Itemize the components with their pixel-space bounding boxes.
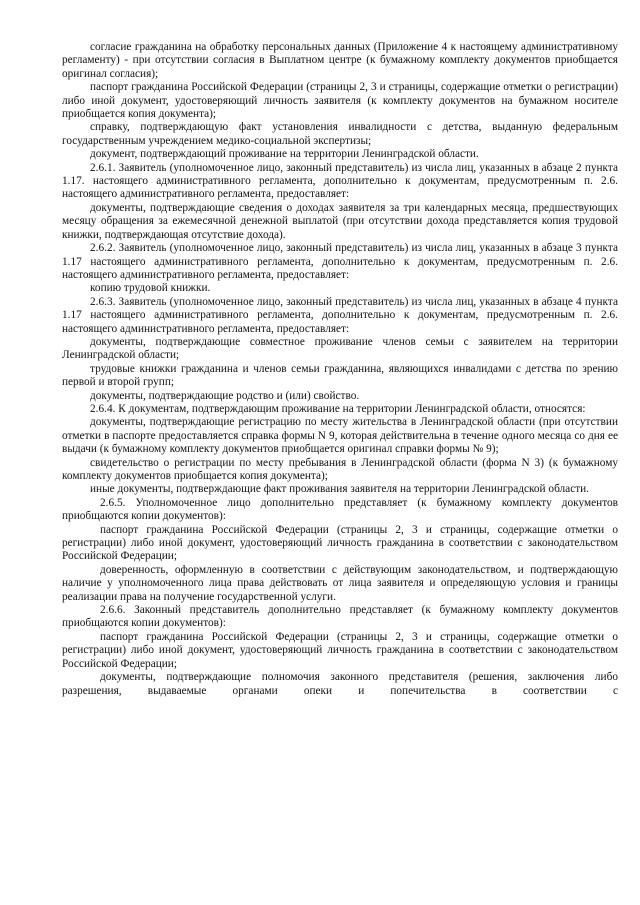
paragraph-power-of-attorney: доверенность, оформленную в соответствии с действующим законодательством, и подтверждающую наличие у уполномоченного лица права действовать от лица заявителя и определяющую условия и границы реализации права на получение государственной услуги. [62, 563, 618, 603]
paragraph-2-6-3: 2.6.3. Заявитель (уполномоченное лицо, законный представитель) из числа лиц, указанных в абзаце 4 пункта 1.17 настоящего административного регламента, дополнительно к документам, предусмотренным п. 2.6. настоящего административного регламента, предоставляет: [62, 295, 618, 335]
paragraph-cohabitation: документы, подтверждающие совместное проживание членов семьи с заявителем на территории Ленинградской области; [62, 335, 618, 362]
paragraph-2-6-2: 2.6.2. Заявитель (уполномоченное лицо, законный представитель) из числа лиц, указанных в абзаце 3 пункта 1.17 настоящего административного регламента, дополнительно к документам, предусмотренным п. 2.6. настоящего административного регламента, предоставляет: [62, 242, 618, 281]
paragraph-registration: документы, подтверждающие регистрацию по месту жительства в Ленинградской области (при отсутствии отметки в паспорте предоставляется справка формы N 9, которая действительна в течение одного месяца со дня ее выдачи (к бумажному комплекту документов приобщается оригинал справки формы № 9); [62, 416, 618, 456]
paragraph-employment-record: копию трудовой книжки. [90, 282, 211, 295]
paragraph-temporary-registration: свидетельство о регистрации по месту пребывания в Ленинградской области (форма N 3) (к бумажному комплекту документов приобщается копия документа); [62, 456, 618, 482]
paragraph-passport-representative: паспорт гражданина Российской Федерации (страницы 2, 3 и страницы, содержащие отметки о регистрации) либо иной документ, удостоверяющий личность гражданина в соответствии с законодательством Российской Федерации; [62, 523, 618, 563]
paragraph-2-6-1: 2.6.1. Заявитель (уполномоченное лицо, законный представитель) из числа лиц, указанных в абзаце 2 пункта 1.17. настоящего административного регламента, дополнительно к документам, предусмотренным п. 2.6. настоящего административного регламента, предоставляет: [62, 161, 618, 201]
paragraph-income-documents: документы, подтверждающие сведения о доходах заявителя за три календарных месяца, предшествующих месяцу обращения за ежемесячной денежной выплатой (при отсутствии дохода представляется копия трудовой книжки, подтверждающая отсутствие дохода). [62, 201, 618, 241]
paragraph-2-6-5: 2.6.5. Уполномоченное лицо дополнительно представляет (к бумажному комплекту документов приобщаются копии документов): [62, 496, 618, 523]
paragraph-2-6-6: 2.6.6. Законный представитель дополнительно представляет (к бумажному комплекту документов приобщаются копии документов): [62, 604, 618, 630]
paragraph-2-6-4: 2.6.4. К документам, подтверждающим проживание на территории Ленинградской области, относятся: [90, 402, 586, 415]
paragraph-other-residence-docs: иные документы, подтверждающие факт проживания заявителя на территории Ленинградской области. [90, 483, 590, 496]
paragraph-passport-legal-rep: паспорт гражданина Российской Федерации (страницы 2, 3 и страницы, содержащие отметки о регистрации) либо иной документ, удостоверяющий личность гражданина в соответствии с законодательством Российской Федерации; [62, 630, 618, 670]
paragraph-disability-certificate: справку, подтверждающую факт установления инвалидности с детства, выданную федеральным государственным учреждением медико-социальной экспертизы; [62, 121, 618, 147]
paragraph-family-employment-records: трудовые книжки гражданина и членов семьи гражданина, являющихся инвалидами с детства по зрению первой и второй групп; [62, 362, 618, 389]
paragraph-consent: согласие гражданина на обработку персональных данных (Приложение 4 к настоящему административному регламенту) - при отсутствии согласия в Выплатном центре (к бумажному комплекту документов приобщается оригинал согласия); [62, 41, 618, 80]
paragraph-legal-rep-authority: документы, подтверждающие полномочия законного представителя (решения, заключения либо разрешения, выдаваемые органами опеки и попечительства в соответствии с [62, 671, 618, 697]
paragraph-residence-document: документ, подтверждающий проживание на территории Ленинградской области. [90, 148, 479, 161]
paragraph-kinship: документы, подтверждающие родство и (или) свойство. [90, 389, 360, 402]
paragraph-passport-applicant: паспорт гражданина Российской Федерации (страницы 2, 3 и страницы, содержащие отметки о регистрации) либо иной документ, удостоверяющий личность заявителя (к комплекту документов на бумажном носителе приобщается копия документа); [62, 81, 618, 121]
document-body [62, 41, 618, 698]
